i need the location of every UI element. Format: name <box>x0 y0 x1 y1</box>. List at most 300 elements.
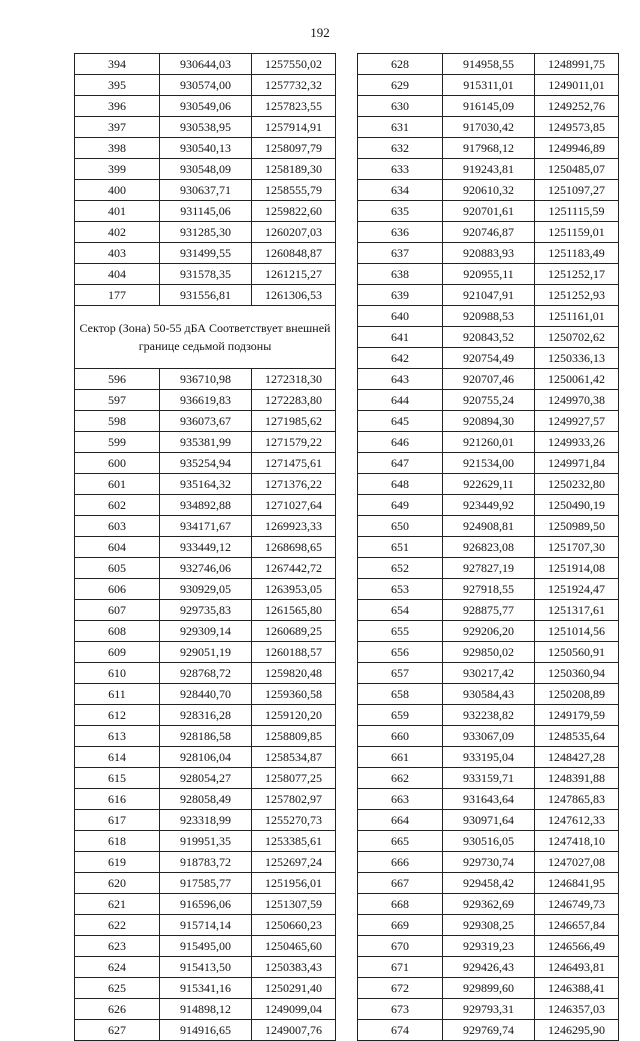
point-number-cell: 658 <box>358 684 443 705</box>
y-coordinate-cell: 1250485,07 <box>535 159 619 180</box>
x-coordinate-cell: 930217,42 <box>443 663 535 684</box>
point-number-cell: 607 <box>75 600 160 621</box>
y-coordinate-cell: 1271027,64 <box>252 495 336 516</box>
point-number-cell: 637 <box>358 243 443 264</box>
x-coordinate-cell: 915413,50 <box>160 957 252 978</box>
table-row <box>358 243 619 264</box>
point-number-cell: 634 <box>358 180 443 201</box>
table-row <box>75 894 336 915</box>
point-number-cell: 403 <box>75 243 160 264</box>
point-number-cell: 620 <box>75 873 160 894</box>
point-number-cell: 626 <box>75 999 160 1020</box>
x-coordinate-cell: 930637,71 <box>160 180 252 201</box>
table-row <box>358 957 619 978</box>
y-coordinate-cell: 1251956,01 <box>252 873 336 894</box>
y-coordinate-cell: 1251097,27 <box>535 180 619 201</box>
y-coordinate-cell: 1251252,93 <box>535 285 619 306</box>
table-row <box>75 579 336 600</box>
y-coordinate-cell: 1261306,53 <box>252 285 336 306</box>
table-row <box>75 159 336 180</box>
y-coordinate-cell: 1255270,73 <box>252 810 336 831</box>
point-number-cell: 612 <box>75 705 160 726</box>
point-number-cell: 672 <box>358 978 443 999</box>
table-row <box>358 999 619 1020</box>
point-number-cell: 659 <box>358 705 443 726</box>
y-coordinate-cell: 1246357,03 <box>535 999 619 1020</box>
table-row <box>358 516 619 537</box>
point-number-cell: 613 <box>75 726 160 747</box>
table-row <box>75 432 336 453</box>
x-coordinate-cell: 921047,91 <box>443 285 535 306</box>
point-number-cell: 669 <box>358 915 443 936</box>
x-coordinate-cell: 928186,58 <box>160 726 252 747</box>
table-row <box>358 894 619 915</box>
point-number-cell: 609 <box>75 642 160 663</box>
table-row <box>75 243 336 264</box>
table-row <box>75 747 336 768</box>
table-row <box>358 54 619 75</box>
x-coordinate-cell: 929735,83 <box>160 600 252 621</box>
y-coordinate-cell: 1271985,62 <box>252 411 336 432</box>
y-coordinate-cell: 1251161,01 <box>535 306 619 327</box>
table-row <box>75 852 336 873</box>
point-number-cell: 643 <box>358 369 443 390</box>
point-number-cell: 601 <box>75 474 160 495</box>
table-row <box>358 180 619 201</box>
y-coordinate-cell: 1258189,30 <box>252 159 336 180</box>
y-coordinate-cell: 1250989,50 <box>535 516 619 537</box>
y-coordinate-cell: 1248991,75 <box>535 54 619 75</box>
x-coordinate-cell: 928316,28 <box>160 705 252 726</box>
y-coordinate-cell: 1248535,64 <box>535 726 619 747</box>
x-coordinate-cell: 920883,93 <box>443 243 535 264</box>
point-number-cell: 600 <box>75 453 160 474</box>
x-coordinate-cell: 916145,09 <box>443 96 535 117</box>
y-coordinate-cell: 1250208,89 <box>535 684 619 705</box>
point-number-cell: 645 <box>358 411 443 432</box>
point-number-cell: 660 <box>358 726 443 747</box>
point-number-cell: 400 <box>75 180 160 201</box>
x-coordinate-cell: 931285,30 <box>160 222 252 243</box>
point-number-cell: 603 <box>75 516 160 537</box>
y-coordinate-cell: 1259120,20 <box>252 705 336 726</box>
point-number-cell: 640 <box>358 306 443 327</box>
point-number-cell: 629 <box>358 75 443 96</box>
table-row <box>75 600 336 621</box>
x-coordinate-cell: 933067,09 <box>443 726 535 747</box>
y-coordinate-cell: 1248391,88 <box>535 768 619 789</box>
x-coordinate-cell: 930644,03 <box>160 54 252 75</box>
table-row <box>358 915 619 936</box>
x-coordinate-cell: 930516,05 <box>443 831 535 852</box>
table-row <box>75 768 336 789</box>
x-coordinate-cell: 921534,00 <box>443 453 535 474</box>
point-number-cell: 606 <box>75 579 160 600</box>
y-coordinate-cell: 1249946,89 <box>535 138 619 159</box>
y-coordinate-cell: 1261565,80 <box>252 600 336 621</box>
y-coordinate-cell: 1251914,08 <box>535 558 619 579</box>
x-coordinate-cell: 920843,52 <box>443 327 535 348</box>
x-coordinate-cell: 933159,71 <box>443 768 535 789</box>
point-number-cell: 614 <box>75 747 160 768</box>
table-row <box>75 558 336 579</box>
y-coordinate-cell: 1246657,84 <box>535 915 619 936</box>
x-coordinate-cell: 929362,69 <box>443 894 535 915</box>
x-coordinate-cell: 920955,11 <box>443 264 535 285</box>
table-row <box>75 390 336 411</box>
point-number-cell: 604 <box>75 537 160 558</box>
table-row <box>358 138 619 159</box>
x-coordinate-cell: 914958,55 <box>443 54 535 75</box>
x-coordinate-cell: 931499,55 <box>160 243 252 264</box>
y-coordinate-cell: 1252697,24 <box>252 852 336 873</box>
x-coordinate-cell: 928768,72 <box>160 663 252 684</box>
point-number-cell: 673 <box>358 999 443 1020</box>
y-coordinate-cell: 1249099,04 <box>252 999 336 1020</box>
point-number-cell: 401 <box>75 201 160 222</box>
y-coordinate-cell: 1249970,38 <box>535 390 619 411</box>
y-coordinate-cell: 1246749,73 <box>535 894 619 915</box>
y-coordinate-cell: 1246493,81 <box>535 957 619 978</box>
point-number-cell: 623 <box>75 936 160 957</box>
y-coordinate-cell: 1253385,61 <box>252 831 336 852</box>
x-coordinate-cell: 920894,30 <box>443 411 535 432</box>
y-coordinate-cell: 1258534,87 <box>252 747 336 768</box>
point-number-cell: 596 <box>75 369 160 390</box>
x-coordinate-cell: 931556,81 <box>160 285 252 306</box>
x-coordinate-cell: 929308,25 <box>443 915 535 936</box>
x-coordinate-cell: 920754,49 <box>443 348 535 369</box>
point-number-cell: 395 <box>75 75 160 96</box>
table-row <box>358 96 619 117</box>
table-row <box>358 474 619 495</box>
y-coordinate-cell: 1258077,25 <box>252 768 336 789</box>
point-number-cell: 615 <box>75 768 160 789</box>
y-coordinate-cell: 1250660,23 <box>252 915 336 936</box>
y-coordinate-cell: 1250383,43 <box>252 957 336 978</box>
table-row <box>358 222 619 243</box>
x-coordinate-cell: 926823,08 <box>443 537 535 558</box>
y-coordinate-cell: 1249927,57 <box>535 411 619 432</box>
x-coordinate-cell: 920746,87 <box>443 222 535 243</box>
y-coordinate-cell: 1249179,59 <box>535 705 619 726</box>
x-coordinate-cell: 929206,20 <box>443 621 535 642</box>
x-coordinate-cell: 934171,67 <box>160 516 252 537</box>
table-row <box>358 1020 619 1041</box>
x-coordinate-cell: 930574,00 <box>160 75 252 96</box>
point-number-cell: 664 <box>358 810 443 831</box>
x-coordinate-cell: 930549,06 <box>160 96 252 117</box>
table-row <box>358 201 619 222</box>
y-coordinate-cell: 1258809,85 <box>252 726 336 747</box>
y-coordinate-cell: 1271579,22 <box>252 432 336 453</box>
table-row <box>75 663 336 684</box>
table-row <box>75 537 336 558</box>
x-coordinate-cell: 933449,12 <box>160 537 252 558</box>
point-number-cell: 636 <box>358 222 443 243</box>
y-coordinate-cell: 1247865,83 <box>535 789 619 810</box>
x-coordinate-cell: 931578,35 <box>160 264 252 285</box>
point-number-cell: 624 <box>75 957 160 978</box>
table-row <box>75 999 336 1020</box>
point-number-cell: 670 <box>358 936 443 957</box>
x-coordinate-cell: 928054,27 <box>160 768 252 789</box>
x-coordinate-cell: 933195,04 <box>443 747 535 768</box>
table-row <box>75 222 336 243</box>
table-row <box>75 621 336 642</box>
x-coordinate-cell: 917968,12 <box>443 138 535 159</box>
x-coordinate-cell: 929051,19 <box>160 642 252 663</box>
table-row <box>75 117 336 138</box>
y-coordinate-cell: 1251115,59 <box>535 201 619 222</box>
table-row <box>358 537 619 558</box>
y-coordinate-cell: 1249011,01 <box>535 75 619 96</box>
y-coordinate-cell: 1257550,02 <box>252 54 336 75</box>
y-coordinate-cell: 1259820,48 <box>252 663 336 684</box>
table-row <box>358 726 619 747</box>
point-number-cell: 650 <box>358 516 443 537</box>
table-row <box>358 810 619 831</box>
x-coordinate-cell: 934892,88 <box>160 495 252 516</box>
point-number-cell: 652 <box>358 558 443 579</box>
point-number-cell: 639 <box>358 285 443 306</box>
point-number-cell: 671 <box>358 957 443 978</box>
y-coordinate-cell: 1258097,79 <box>252 138 336 159</box>
y-coordinate-cell: 1268698,65 <box>252 537 336 558</box>
y-coordinate-cell: 1260188,57 <box>252 642 336 663</box>
y-coordinate-cell: 1251183,49 <box>535 243 619 264</box>
x-coordinate-cell: 915311,01 <box>443 75 535 96</box>
x-coordinate-cell: 920707,46 <box>443 369 535 390</box>
table-row <box>75 915 336 936</box>
point-number-cell: 657 <box>358 663 443 684</box>
x-coordinate-cell: 930971,64 <box>443 810 535 831</box>
y-coordinate-cell: 1251252,17 <box>535 264 619 285</box>
table-row <box>358 621 619 642</box>
y-coordinate-cell: 1250360,94 <box>535 663 619 684</box>
x-coordinate-cell: 924908,81 <box>443 516 535 537</box>
left-table-bottom-rows <box>75 369 336 1041</box>
x-coordinate-cell: 914916,65 <box>160 1020 252 1041</box>
y-coordinate-cell: 1271376,22 <box>252 474 336 495</box>
point-number-cell: 399 <box>75 159 160 180</box>
x-coordinate-cell: 935254,94 <box>160 453 252 474</box>
point-number-cell: 616 <box>75 789 160 810</box>
x-coordinate-cell: 919951,35 <box>160 831 252 852</box>
point-number-cell: 656 <box>358 642 443 663</box>
y-coordinate-cell: 1250336,13 <box>535 348 619 369</box>
x-coordinate-cell: 932238,82 <box>443 705 535 726</box>
table-row <box>75 705 336 726</box>
x-coordinate-cell: 929769,74 <box>443 1020 535 1041</box>
point-number-cell: 602 <box>75 495 160 516</box>
y-coordinate-cell: 1251307,59 <box>252 894 336 915</box>
y-coordinate-cell: 1246295,90 <box>535 1020 619 1041</box>
point-number-cell: 665 <box>358 831 443 852</box>
table-row <box>358 852 619 873</box>
table-row <box>358 978 619 999</box>
x-coordinate-cell: 928875,77 <box>443 600 535 621</box>
point-number-cell: 625 <box>75 978 160 999</box>
table-row <box>358 75 619 96</box>
x-coordinate-cell: 929426,43 <box>443 957 535 978</box>
table-row <box>75 96 336 117</box>
point-number-cell: 617 <box>75 810 160 831</box>
point-number-cell: 646 <box>358 432 443 453</box>
point-number-cell: 396 <box>75 96 160 117</box>
x-coordinate-cell: 923318,99 <box>160 810 252 831</box>
x-coordinate-cell: 935164,32 <box>160 474 252 495</box>
y-coordinate-cell: 1257914,91 <box>252 117 336 138</box>
y-coordinate-cell: 1260848,87 <box>252 243 336 264</box>
x-coordinate-cell: 929458,42 <box>443 873 535 894</box>
y-coordinate-cell: 1250291,40 <box>252 978 336 999</box>
y-coordinate-cell: 1251924,47 <box>535 579 619 600</box>
y-coordinate-cell: 1267442,72 <box>252 558 336 579</box>
table-row <box>75 453 336 474</box>
table-row <box>75 810 336 831</box>
y-coordinate-cell: 1257823,55 <box>252 96 336 117</box>
x-coordinate-cell: 929793,31 <box>443 999 535 1020</box>
point-number-cell: 651 <box>358 537 443 558</box>
point-number-cell: 605 <box>75 558 160 579</box>
y-coordinate-cell: 1250061,42 <box>535 369 619 390</box>
x-coordinate-cell: 928058,49 <box>160 789 252 810</box>
point-number-cell: 394 <box>75 54 160 75</box>
y-coordinate-cell: 1249933,26 <box>535 432 619 453</box>
x-coordinate-cell: 914898,12 <box>160 999 252 1020</box>
page-number: 192 <box>310 25 330 40</box>
x-coordinate-cell: 932746,06 <box>160 558 252 579</box>
point-number-cell: 598 <box>75 411 160 432</box>
point-number-cell: 177 <box>75 285 160 306</box>
table-row <box>75 285 336 306</box>
point-number-cell: 632 <box>358 138 443 159</box>
table-row <box>75 201 336 222</box>
y-coordinate-cell: 1246388,41 <box>535 978 619 999</box>
point-number-cell: 674 <box>358 1020 443 1041</box>
x-coordinate-cell: 917030,42 <box>443 117 535 138</box>
table-row <box>358 348 619 369</box>
table-row <box>358 831 619 852</box>
x-coordinate-cell: 928106,04 <box>160 747 252 768</box>
x-coordinate-cell: 915714,14 <box>160 915 252 936</box>
table-row <box>75 264 336 285</box>
y-coordinate-cell: 1272318,30 <box>252 369 336 390</box>
x-coordinate-cell: 921260,01 <box>443 432 535 453</box>
y-coordinate-cell: 1251707,30 <box>535 537 619 558</box>
x-coordinate-cell: 920755,24 <box>443 390 535 411</box>
x-coordinate-cell: 917585,77 <box>160 873 252 894</box>
x-coordinate-cell: 928440,70 <box>160 684 252 705</box>
table-row <box>75 957 336 978</box>
point-number-cell: 404 <box>75 264 160 285</box>
table-row <box>358 453 619 474</box>
point-number-cell: 647 <box>358 453 443 474</box>
point-number-cell: 402 <box>75 222 160 243</box>
x-coordinate-cell: 927918,55 <box>443 579 535 600</box>
point-number-cell: 619 <box>75 852 160 873</box>
table-row <box>358 768 619 789</box>
point-number-cell: 608 <box>75 621 160 642</box>
point-number-cell: 633 <box>358 159 443 180</box>
y-coordinate-cell: 1259822,60 <box>252 201 336 222</box>
table-row <box>358 642 619 663</box>
table-row <box>75 138 336 159</box>
right-coordinates-table <box>357 53 619 1041</box>
table-row <box>358 579 619 600</box>
x-coordinate-cell: 930548,09 <box>160 159 252 180</box>
point-number-cell: 398 <box>75 138 160 159</box>
point-number-cell: 655 <box>358 621 443 642</box>
y-coordinate-cell: 1247027,08 <box>535 852 619 873</box>
table-row <box>358 117 619 138</box>
y-coordinate-cell: 1250702,62 <box>535 327 619 348</box>
y-coordinate-cell: 1250465,60 <box>252 936 336 957</box>
x-coordinate-cell: 930929,05 <box>160 579 252 600</box>
x-coordinate-cell: 915341,16 <box>160 978 252 999</box>
point-number-cell: 642 <box>358 348 443 369</box>
x-coordinate-cell: 922629,11 <box>443 474 535 495</box>
table-row <box>75 180 336 201</box>
y-coordinate-cell: 1247612,33 <box>535 810 619 831</box>
point-number-cell: 630 <box>358 96 443 117</box>
table-row <box>358 327 619 348</box>
point-number-cell: 644 <box>358 390 443 411</box>
x-coordinate-cell: 923449,92 <box>443 495 535 516</box>
y-coordinate-cell: 1251159,01 <box>535 222 619 243</box>
point-number-cell: 654 <box>358 600 443 621</box>
x-coordinate-cell: 936619,83 <box>160 390 252 411</box>
table-row <box>75 516 336 537</box>
x-coordinate-cell: 919243,81 <box>443 159 535 180</box>
table-row <box>75 789 336 810</box>
table-row <box>75 684 336 705</box>
point-number-cell: 621 <box>75 894 160 915</box>
table-row <box>358 306 619 327</box>
table-row <box>75 831 336 852</box>
table-row <box>75 642 336 663</box>
table-row <box>358 558 619 579</box>
point-number-cell: 661 <box>358 747 443 768</box>
point-number-cell: 667 <box>358 873 443 894</box>
table-row <box>358 873 619 894</box>
y-coordinate-cell: 1248427,28 <box>535 747 619 768</box>
table-row <box>75 978 336 999</box>
table-row <box>358 663 619 684</box>
table-row <box>358 789 619 810</box>
sector-row <box>75 306 336 369</box>
y-coordinate-cell: 1261215,27 <box>252 264 336 285</box>
x-coordinate-cell: 929850,02 <box>443 642 535 663</box>
y-coordinate-cell: 1247418,10 <box>535 831 619 852</box>
point-number-cell: 397 <box>75 117 160 138</box>
right-table-rows <box>358 54 619 1041</box>
point-number-cell: 627 <box>75 1020 160 1041</box>
point-number-cell: 641 <box>358 327 443 348</box>
y-coordinate-cell: 1249007,76 <box>252 1020 336 1041</box>
point-number-cell: 648 <box>358 474 443 495</box>
y-coordinate-cell: 1259360,58 <box>252 684 336 705</box>
table-row <box>75 726 336 747</box>
y-coordinate-cell: 1257802,97 <box>252 789 336 810</box>
x-coordinate-cell: 929309,14 <box>160 621 252 642</box>
table-row <box>358 285 619 306</box>
y-coordinate-cell: 1257732,32 <box>252 75 336 96</box>
table-row <box>358 936 619 957</box>
table-row <box>75 54 336 75</box>
table-row <box>358 411 619 432</box>
